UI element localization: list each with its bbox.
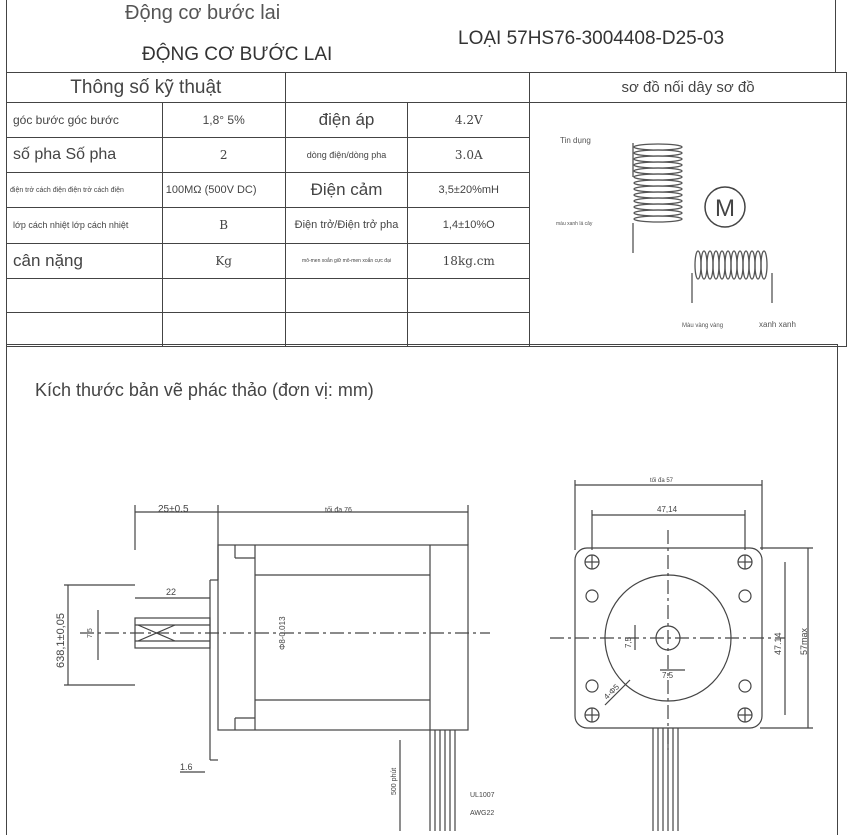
spec-label-insulation-resistance: điện trở cách điện điện trở cách điện [7, 173, 163, 208]
spec-value-holding-torque: 18kg.cm [408, 243, 530, 278]
spec-header-left: Thông số kỹ thuật [7, 73, 286, 103]
dim-vertical-pitch: 47.14 [773, 632, 783, 655]
wiring-label-blue: xanh xanh [759, 320, 796, 329]
coil-horizontal [692, 251, 772, 303]
spec-empty-cell [162, 312, 285, 346]
spec-empty-cell [7, 278, 163, 312]
wiring-label-mid: màu xanh lá cây [556, 221, 593, 227]
frame-right [835, 0, 836, 72]
wiring-label-yellow: Màu vàng vàng [682, 323, 724, 329]
spec-value-current: 3.0A [408, 138, 530, 173]
dim-vertical-max: 57max [799, 627, 809, 655]
spec-value-insulation-class: B [162, 208, 285, 243]
title-watermark: Động cơ bước lai [125, 2, 281, 24]
spec-label-insulation-class: lớp cách nhiệt lớp cách nhiệt [7, 208, 163, 243]
spec-label-phase-resistance: Điện trở/Điện trở pha [285, 208, 408, 243]
spec-value-step-angle: 1,8° 5% [162, 103, 285, 138]
dim-side: 7.5 [662, 671, 674, 680]
dim-front-max: tối đa 57 [650, 478, 674, 484]
spec-value-weight: Kg [162, 243, 285, 278]
spec-value-phases: 2 [162, 138, 285, 173]
wiring-diagram-cell [530, 103, 847, 347]
spec-label-current: dòng điện/dòng pha [285, 138, 408, 173]
spec-value-insulation-resistance: 100MΩ (500V DC) [162, 173, 285, 208]
wire-spec-awg: AWG22 [470, 810, 495, 817]
coil-vertical [633, 143, 682, 253]
spec-empty-cell [285, 278, 408, 312]
dim-flat-front: 7,5 [624, 636, 633, 648]
spec-empty-cell [7, 312, 163, 346]
spec-label-step-angle: góc bước góc bước [7, 103, 163, 138]
spec-label-inductance: Điện cảm [285, 173, 408, 208]
spec-empty-cell [408, 278, 530, 312]
dim-holes: 4-Φ5 [602, 682, 622, 702]
document-title: ĐỘNG CƠ BƯỚC LAI [142, 44, 333, 65]
dim-shaft-length: 25±0.5 [158, 504, 189, 515]
motor-symbol-label: M [715, 195, 736, 222]
dim-flange: 1.6 [180, 762, 193, 772]
spec-empty-cell [162, 278, 285, 312]
wire-spec-ul: UL1007 [470, 792, 495, 799]
spec-label-phases: số pha Số pha [7, 138, 163, 173]
side-view-drawing [40, 470, 510, 831]
sketch-title: Kích thước bản vẽ phác thảo (đơn vị: mm) [35, 380, 374, 400]
wiring-label-top: Tin dụng [560, 136, 591, 145]
spec-header-empty [285, 73, 529, 103]
spec-empty-cell [408, 312, 530, 346]
dim-body-length: tối đa 76 [325, 507, 352, 514]
spec-value-phase-resistance: 1,4±10%O [408, 208, 530, 243]
model-number: LOẠI 57HS76-3004408-D25-03 [458, 28, 725, 49]
dim-bore: 638,1±0,05 [55, 613, 67, 668]
spec-value-inductance: 3,5±20%mH [408, 173, 530, 208]
spec-table [6, 72, 847, 347]
spec-value-voltage: 4.2V [408, 103, 530, 138]
front-view-drawing [545, 470, 835, 831]
spec-label-weight: cân nặng [7, 243, 163, 278]
dim-shaft-diameter: Φ8-0.013 [278, 616, 287, 650]
spec-label-voltage: điện áp [285, 103, 408, 138]
frame-left [6, 0, 7, 72]
wiring-header: sơ đồ nối dây sơ đồ [530, 73, 847, 103]
dim-small: 7,5 [87, 628, 94, 638]
dim-flat-length: 22 [166, 587, 177, 597]
spec-label-holding-torque: mô-men xoắn giữ mô-men xoắn cực đại [285, 243, 408, 278]
spec-empty-cell [285, 312, 408, 346]
dim-hole-pitch: 47,14 [657, 505, 678, 514]
wiring-diagram [530, 103, 834, 341]
dim-wire-length: 500 phút [391, 767, 398, 795]
